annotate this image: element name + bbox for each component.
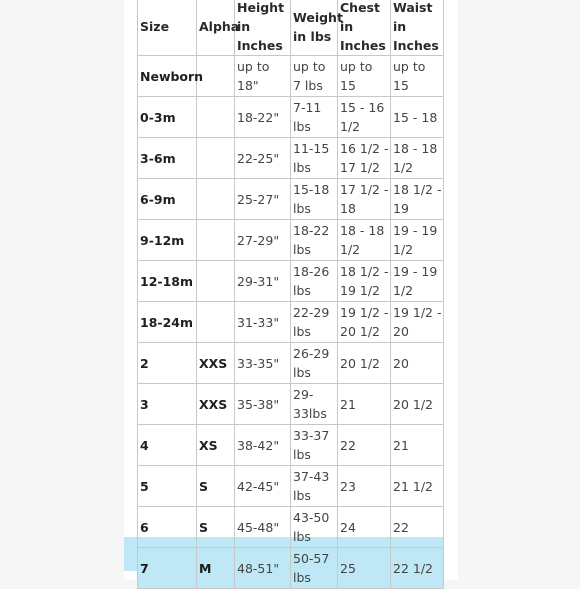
table-row bbox=[138, 56, 444, 97]
table-row bbox=[138, 138, 444, 179]
waist-cell: 19 1/2 - 20 bbox=[391, 302, 444, 343]
size-cell: 7 bbox=[138, 548, 197, 589]
table-row bbox=[138, 384, 444, 425]
size-cell: 6-9m bbox=[138, 179, 197, 220]
weight-cell: 15-18 lbs bbox=[291, 179, 338, 220]
chest-cell: 25 bbox=[338, 548, 391, 589]
chest-cell: 23 bbox=[338, 466, 391, 507]
alpha-cell bbox=[197, 97, 235, 138]
size-cell: 5 bbox=[138, 466, 197, 507]
alpha-cell bbox=[197, 179, 235, 220]
weight-cell: 11-15 lbs bbox=[291, 138, 338, 179]
waist-cell: 20 1/2 bbox=[391, 384, 444, 425]
table-row bbox=[138, 507, 444, 548]
table-row bbox=[138, 179, 444, 220]
height-cell: 38-42" bbox=[235, 425, 291, 466]
header-weight: Weight in lbs bbox=[291, 0, 338, 56]
chest-cell: up to 15 bbox=[338, 56, 391, 97]
waist-cell: 20 bbox=[391, 343, 444, 384]
waist-cell: 19 - 19 1/2 bbox=[391, 261, 444, 302]
weight-cell: 7-11 lbs bbox=[291, 97, 338, 138]
size-cell: 4 bbox=[138, 425, 197, 466]
weight-cell: 43-50 lbs bbox=[291, 507, 338, 548]
weight-cell: up to 7 lbs bbox=[291, 56, 338, 97]
height-cell: 35-38" bbox=[235, 384, 291, 425]
waist-cell: 18 1/2 - 19 bbox=[391, 179, 444, 220]
header-size: Size bbox=[138, 0, 197, 56]
chest-cell: 19 1/2 - 20 1/2 bbox=[338, 302, 391, 343]
waist-cell: 22 bbox=[391, 507, 444, 548]
size-cell: 6 bbox=[138, 507, 197, 548]
chest-cell: 22 bbox=[338, 425, 391, 466]
alpha-cell: XS bbox=[197, 425, 235, 466]
header-row bbox=[138, 0, 444, 56]
table-row bbox=[138, 466, 444, 507]
header-height: Height in Inches bbox=[235, 0, 291, 56]
weight-cell: 18-22 lbs bbox=[291, 220, 338, 261]
waist-cell: 21 1/2 bbox=[391, 466, 444, 507]
waist-cell: 21 bbox=[391, 425, 444, 466]
header-waist: Waist in Inches bbox=[391, 0, 444, 56]
height-cell: 42-45" bbox=[235, 466, 291, 507]
table-row bbox=[138, 425, 444, 466]
height-cell: 29-31" bbox=[235, 261, 291, 302]
alpha-cell bbox=[197, 220, 235, 261]
weight-cell: 26-29 lbs bbox=[291, 343, 338, 384]
height-cell: 48-51" bbox=[235, 548, 291, 589]
waist-cell: 19 - 19 1/2 bbox=[391, 220, 444, 261]
table-row bbox=[138, 548, 444, 589]
size-cell: 9-12m bbox=[138, 220, 197, 261]
size-cell: 3-6m bbox=[138, 138, 197, 179]
height-cell: 31-33" bbox=[235, 302, 291, 343]
alpha-cell bbox=[197, 138, 235, 179]
table-row bbox=[138, 97, 444, 138]
chest-cell: 18 - 18 1/2 bbox=[338, 220, 391, 261]
height-cell: up to 18" bbox=[235, 56, 291, 97]
size-cell: Newborn bbox=[138, 56, 197, 97]
height-cell: 27-29" bbox=[235, 220, 291, 261]
weight-cell: 18-26 lbs bbox=[291, 261, 338, 302]
size-cell: 12-18m bbox=[138, 261, 197, 302]
alpha-cell bbox=[197, 302, 235, 343]
chest-cell: 17 1/2 - 18 bbox=[338, 179, 391, 220]
height-cell: 45-48" bbox=[235, 507, 291, 548]
size-cell: 3 bbox=[138, 384, 197, 425]
alpha-cell: S bbox=[197, 466, 235, 507]
waist-cell: up to 15 bbox=[391, 56, 444, 97]
header-alpha: Alpha bbox=[197, 0, 235, 56]
size-chart-table bbox=[137, 0, 444, 589]
alpha-cell bbox=[197, 261, 235, 302]
weight-cell: 33-37 lbs bbox=[291, 425, 338, 466]
table-body bbox=[138, 56, 444, 589]
height-cell: 18-22" bbox=[235, 97, 291, 138]
height-cell: 25-27" bbox=[235, 179, 291, 220]
waist-cell: 15 - 18 bbox=[391, 97, 444, 138]
waist-cell: 22 1/2 bbox=[391, 548, 444, 589]
weight-cell: 50-57 lbs bbox=[291, 548, 338, 589]
height-cell: 33-35" bbox=[235, 343, 291, 384]
chest-cell: 18 1/2 - 19 1/2 bbox=[338, 261, 391, 302]
table-row bbox=[138, 343, 444, 384]
chest-cell: 21 bbox=[338, 384, 391, 425]
chest-cell: 15 - 16 1/2 bbox=[338, 97, 391, 138]
header-chest: Chest in Inches bbox=[338, 0, 391, 56]
alpha-cell: M bbox=[197, 548, 235, 589]
alpha-cell: S bbox=[197, 507, 235, 548]
weight-cell: 22-29 lbs bbox=[291, 302, 338, 343]
height-cell: 22-25" bbox=[235, 138, 291, 179]
table-row bbox=[138, 302, 444, 343]
table-row bbox=[138, 261, 444, 302]
size-cell: 2 bbox=[138, 343, 197, 384]
chest-cell: 24 bbox=[338, 507, 391, 548]
waist-cell: 18 - 18 1/2 bbox=[391, 138, 444, 179]
size-cell: 0-3m bbox=[138, 97, 197, 138]
chest-cell: 20 1/2 bbox=[338, 343, 391, 384]
chest-cell: 16 1/2 - 17 1/2 bbox=[338, 138, 391, 179]
weight-cell: 29-33lbs bbox=[291, 384, 338, 425]
alpha-cell: XXS bbox=[197, 384, 235, 425]
weight-cell: 37-43 lbs bbox=[291, 466, 338, 507]
table-row bbox=[138, 220, 444, 261]
alpha-cell: XXS bbox=[197, 343, 235, 384]
size-cell: 18-24m bbox=[138, 302, 197, 343]
